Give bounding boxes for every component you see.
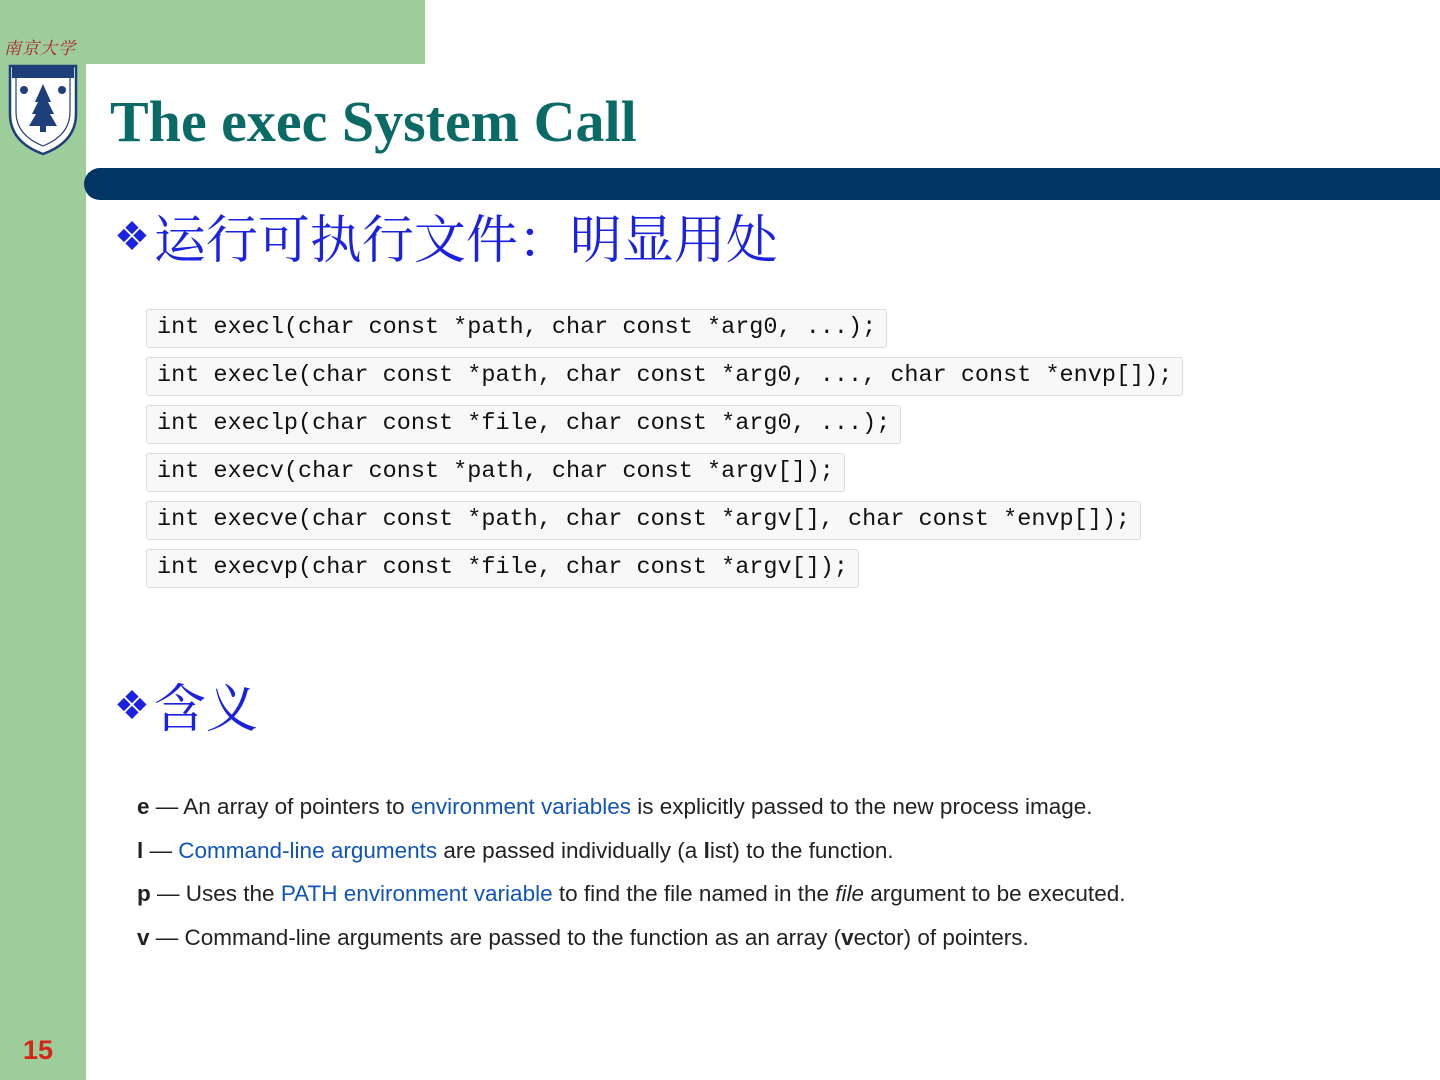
code-line-execl: int execl(char const *path, char const *arg0, ...); <box>146 309 887 348</box>
diamond-bullet-icon: ❖ <box>114 214 150 260</box>
meaning-text: ist) to the function. <box>709 837 894 863</box>
university-wordmark: 南京大学 <box>4 39 76 59</box>
emphasis-letter: v <box>841 924 854 950</box>
suffix-key: e <box>137 794 150 819</box>
meaning-text: are passed individually (a <box>437 837 704 863</box>
meaning-l <box>137 836 1125 880</box>
exec-signature-list <box>146 309 1183 597</box>
environment-variables-link[interactable]: environment variables <box>410 794 632 819</box>
dash: — <box>149 794 184 819</box>
usage-heading <box>114 211 778 271</box>
dash: — <box>149 924 185 950</box>
command-line-arguments-link[interactable]: Command-line arguments <box>178 837 438 863</box>
page-title: The exec System Call <box>110 89 637 154</box>
code-line-execve: int execve(char const *path, char const *argv[], char const *envp[]); <box>146 501 1141 540</box>
emphasis-letter: l <box>703 837 710 863</box>
path-environment-variable-link[interactable]: PATH environment variable <box>280 881 553 906</box>
meaning-text: is explicitly passed to the new process image. <box>631 794 1093 819</box>
meaning-heading <box>114 680 258 740</box>
meaning-text: to find the file named in the <box>552 881 836 906</box>
page-number: 15 <box>23 1035 54 1065</box>
left-green-band <box>0 0 86 1080</box>
meaning-text: An array of pointers to <box>183 794 411 819</box>
code-line-execvp: int execvp(char const *file, char const *argv[]); <box>146 549 859 588</box>
suffix-key: p <box>137 881 151 906</box>
meaning-e <box>137 792 1125 836</box>
code-line-execv: int execv(char const *path, char const *argv[]); <box>146 453 845 492</box>
dash: — <box>150 881 186 906</box>
code-line-execle: int execle(char const *path, char const *arg0, ..., char const *envp[]); <box>146 357 1183 396</box>
usage-heading-text: 运行可执行文件：明显用处 <box>153 211 778 271</box>
suffix-key: v <box>137 924 150 950</box>
title-underline-bar <box>84 168 1440 200</box>
meaning-text: Command-line arguments are passed to the function as an array ( <box>184 924 842 950</box>
meaning-text: argument to be executed. <box>864 881 1126 906</box>
meaning-text: Uses the <box>185 881 281 906</box>
university-seal-icon <box>4 62 82 156</box>
meaning-heading-text: 含义 <box>153 680 258 740</box>
code-line-execlp: int execlp(char const *file, char const *arg0, ...); <box>146 405 901 444</box>
diamond-bullet-icon: ❖ <box>114 683 150 729</box>
suffix-key: l <box>137 837 144 863</box>
dash: — <box>143 837 179 863</box>
meaning-p <box>137 879 1125 923</box>
meaning-text: ector) of pointers. <box>853 924 1029 950</box>
meaning-v <box>137 923 1125 967</box>
emphasis-word: file <box>835 881 865 906</box>
suffix-meanings-list <box>137 792 1125 966</box>
